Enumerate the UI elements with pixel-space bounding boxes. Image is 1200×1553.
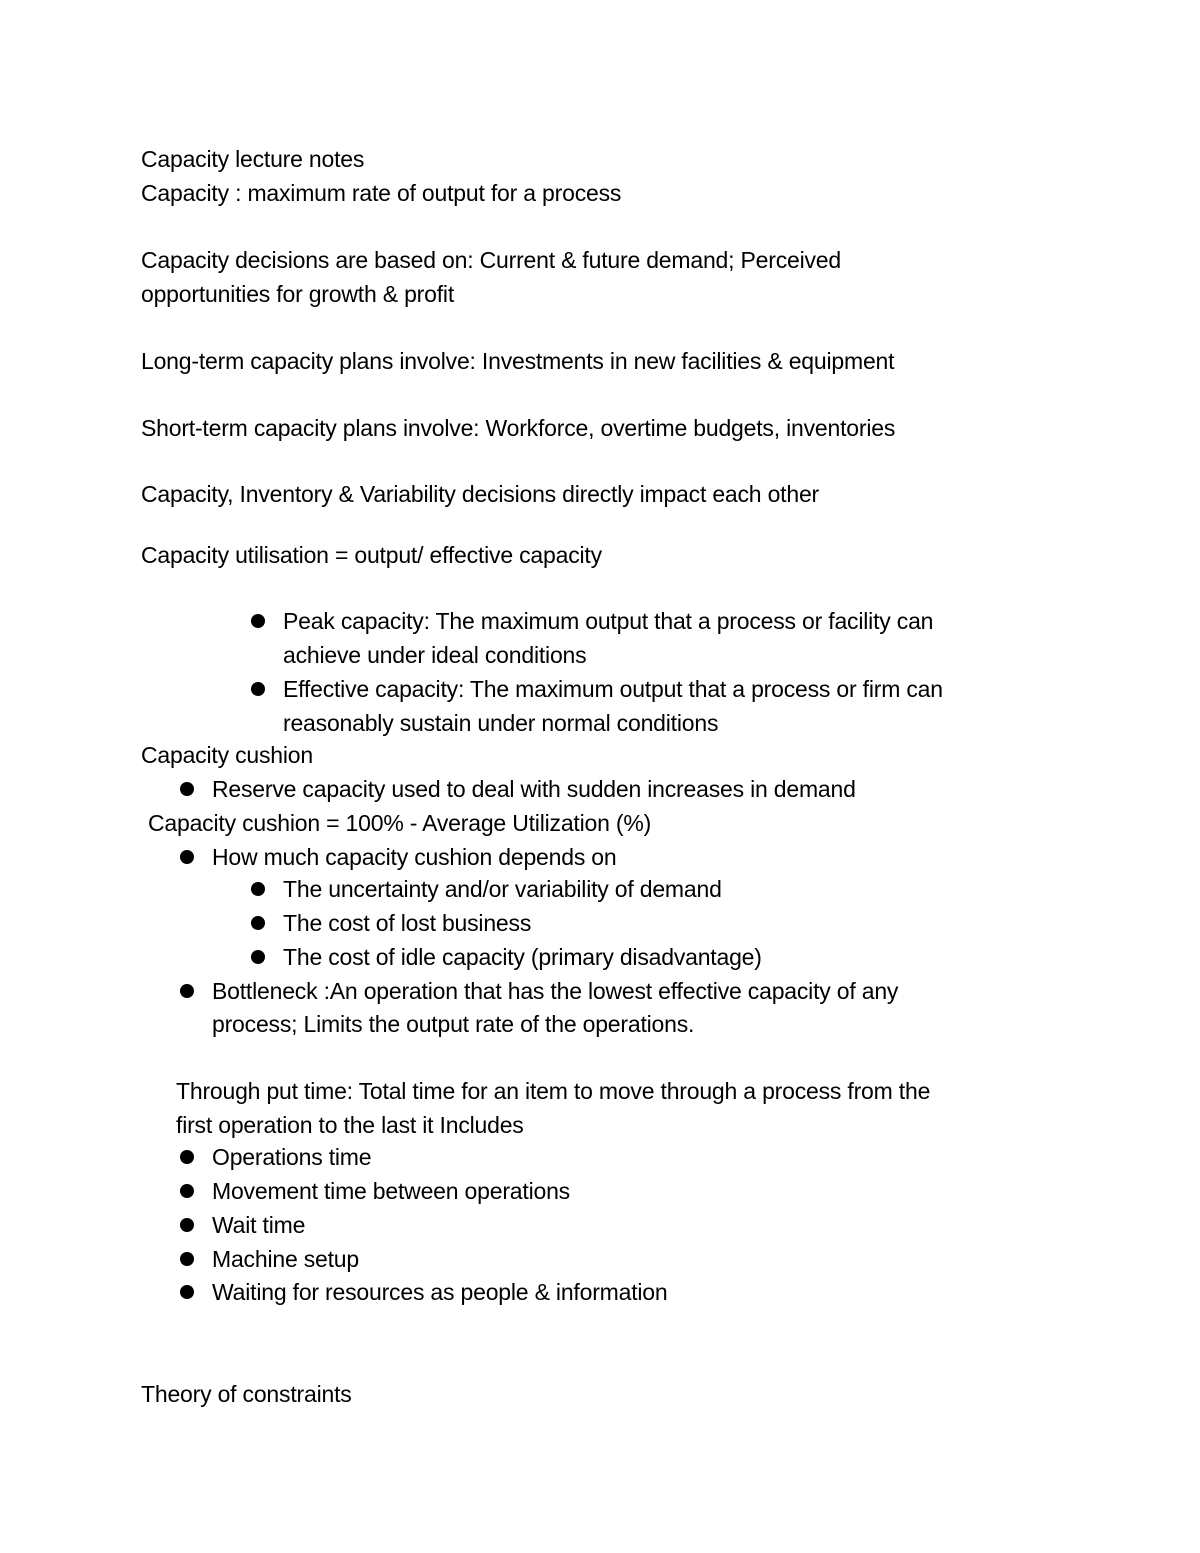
- bullet-icon: [180, 1184, 194, 1198]
- throughput-item: Wait time: [212, 1212, 306, 1238]
- bullet-icon: [251, 916, 265, 930]
- throughput-line-2: first operation to the last it Includes: [176, 1112, 524, 1138]
- cushion-depends-text: How much capacity cushion depends on: [212, 844, 617, 870]
- cushion-heading: Capacity cushion: [141, 742, 313, 768]
- cushion-formula: Capacity cushion = 100% - Average Utilization (%): [148, 810, 652, 836]
- bottleneck-line-1: Bottleneck :An operation that has the lowest effective capacity of any: [212, 978, 899, 1004]
- decisions-text-line-2: opportunities for growth & profit: [141, 281, 455, 307]
- effective-capacity-line-2: reasonably sustain under normal conditions: [283, 710, 719, 736]
- bottleneck-line-2: process; Limits the output rate of the operations.: [212, 1011, 695, 1037]
- bullet-icon: [180, 782, 194, 796]
- utilisation-formula: Capacity utilisation = output/ effective capacity: [141, 542, 602, 568]
- long-term-plans-text: Long-term capacity plans involve: Investments in new facilities & equipment: [141, 348, 895, 374]
- throughput-item: Operations time: [212, 1144, 372, 1170]
- bullet-icon: [180, 1285, 194, 1299]
- bullet-icon: [180, 1218, 194, 1232]
- bullet-icon: [251, 614, 265, 628]
- throughput-item: Movement time between operations: [212, 1178, 570, 1204]
- bullet-icon: [180, 1252, 194, 1266]
- throughput-item: Waiting for resources as people & information: [212, 1279, 668, 1305]
- bullet-icon: [180, 1150, 194, 1164]
- peak-capacity-line-1: Peak capacity: The maximum output that a process or facility can: [283, 608, 934, 634]
- bullet-icon: [251, 950, 265, 964]
- depends-item: The cost of idle capacity (primary disadvantage): [283, 944, 762, 970]
- document-title: Capacity lecture notes: [141, 146, 365, 172]
- bullet-icon: [180, 984, 194, 998]
- bullet-icon: [251, 882, 265, 896]
- depends-item: The cost of lost business: [283, 910, 532, 936]
- peak-capacity-line-2: achieve under ideal conditions: [283, 642, 587, 668]
- cushion-reserve-text: Reserve capacity used to deal with sudden increases in demand: [212, 776, 856, 802]
- capacity-definition: Capacity : maximum rate of output for a process: [141, 180, 622, 206]
- impact-text: Capacity, Inventory & Variability decisions directly impact each other: [141, 481, 820, 507]
- short-term-plans-text: Short-term capacity plans involve: Workforce, overtime budgets, inventories: [141, 415, 896, 441]
- effective-capacity-line-1: Effective capacity: The maximum output that a process or firm can: [283, 676, 943, 702]
- decisions-text-line-1: Capacity decisions are based on: Current & future demand; Perceived: [141, 247, 841, 273]
- bullet-icon: [251, 682, 265, 696]
- constraints-heading: Theory of constraints: [141, 1381, 352, 1407]
- bullet-icon: [180, 850, 194, 864]
- depends-item: The uncertainty and/or variability of demand: [283, 876, 722, 902]
- throughput-line-1: Through put time: Total time for an item to move through a process from the: [176, 1078, 931, 1104]
- throughput-item: Machine setup: [212, 1246, 359, 1272]
